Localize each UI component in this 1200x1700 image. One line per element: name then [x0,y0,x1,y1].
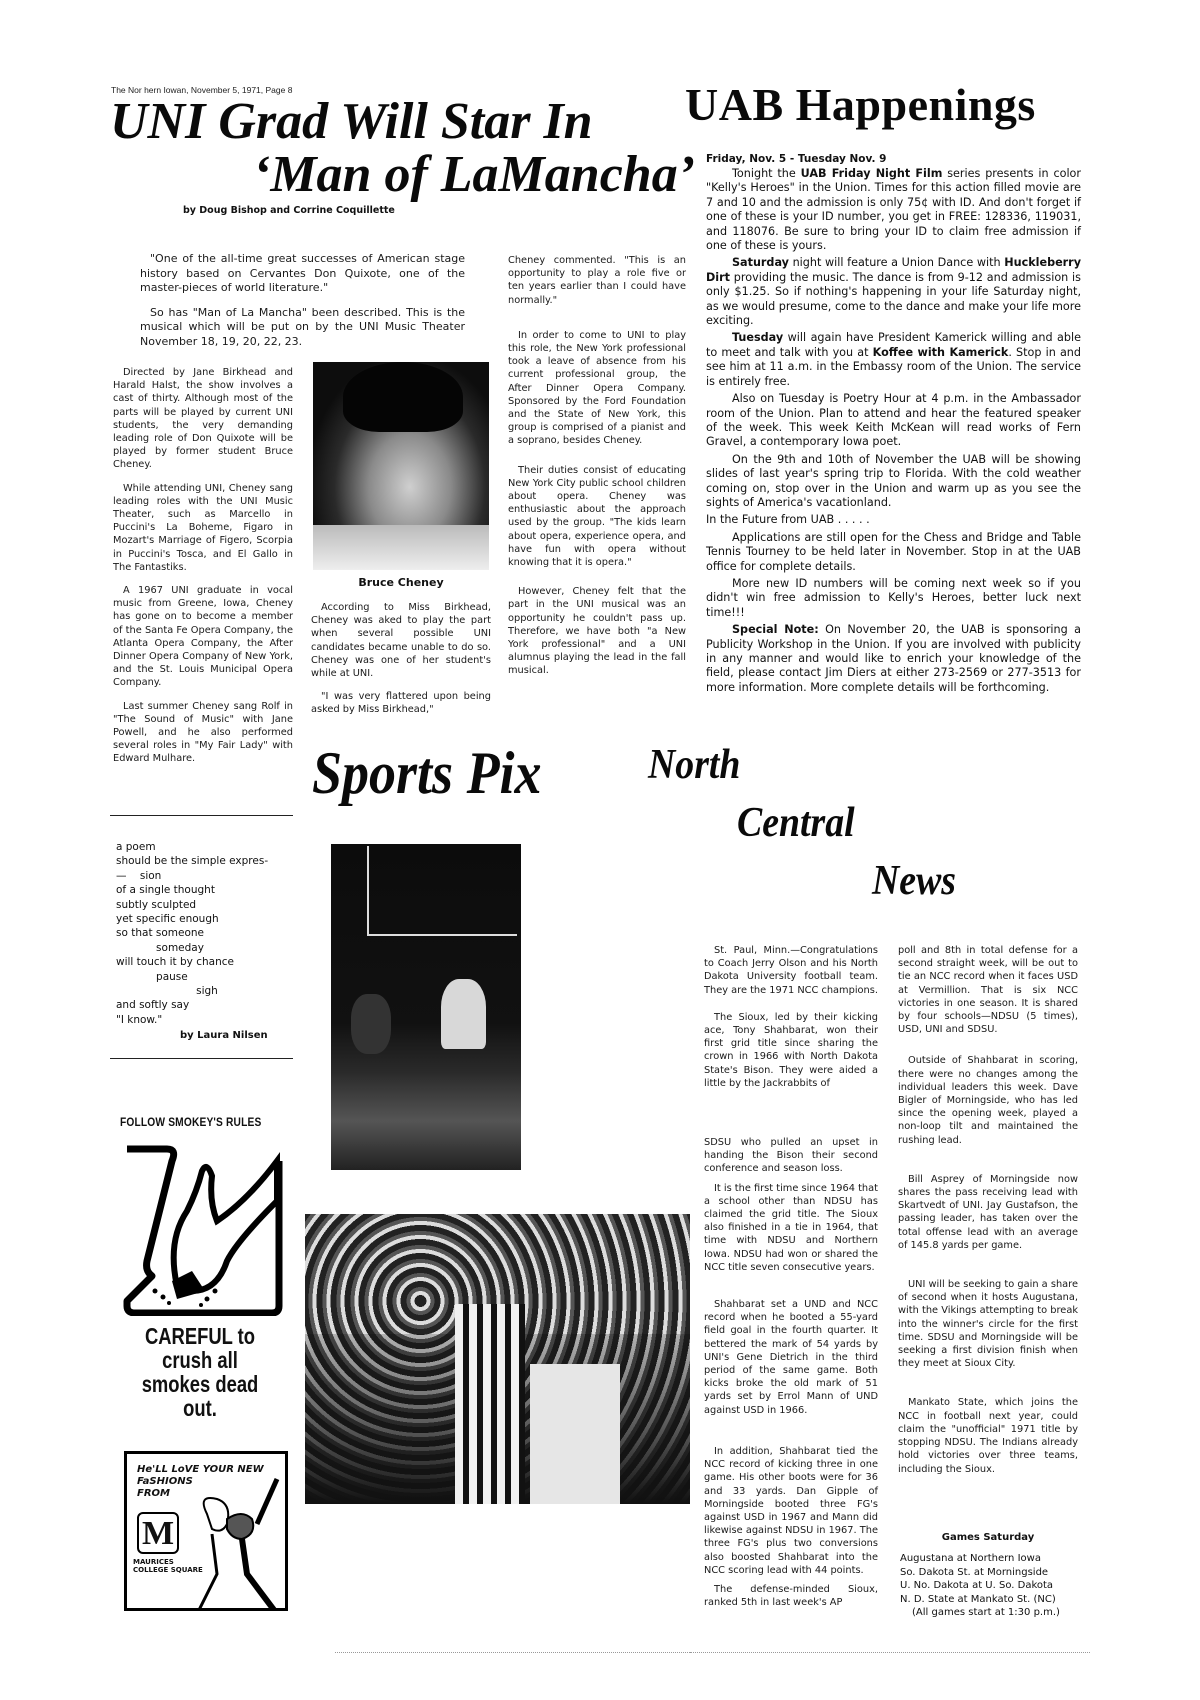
running-head: The Nor hern Iowan, November 5, 1971, Page 8 [111,85,293,95]
paragraph: A 1967 UNI graduate in vocal music from Greene, Iowa, Cheney has gone on to become a member of the Santa Fe Opera Company, the Atlanta Opera Company, the After Dinner Opera Company of New York, and the St. Louis Municipal Opera Company. [113,585,293,689]
article-column-3 [508,254,686,688]
sports-photo-2 [305,1214,690,1504]
game-note: (All games start at 1:30 p.m.) [912,1607,1060,1618]
paragraph: In order to come to UNI to play this role, the New York professional took a leave of absence from his current professional group, the After Dinner Opera Company. Sponsored by the Ford Foundation and the State of New York, this group is comprised of a pianist and a soprano, besides Cheney. [508,329,686,447]
divider [335,1652,690,1653]
headline-line2: ‘Man of LaMancha’ [253,146,696,203]
paragraph: According to Miss Birkhead, Cheney was aked to play the part when several possible UNI candidates became unable to do so. Cheney was one of her student's while at UNI. [311,602,491,680]
uab-paragraph: Saturday night will feature a Union Dance with Huckleberry Dirt providing the music. The dance is from 9-12 and admission is only $1.25. So if nothing's happening in your life Saturday night, as we would presume, come to the dance and make your life more exciting. [706,256,1081,328]
divider [690,1652,1090,1653]
ncc-headline-news: News [872,858,957,904]
smokey-ad-slogan: CAREFUL to crush all smokes dead out. [141,1323,259,1421]
poem-line: pause [116,970,188,983]
uab-paragraph: Tuesday will again have President Kamerick willing and able to meet and talk with you at Koffee with Kamerick. Stop in and see him at 11 a.m. in the Embassy room of the Union. The service is entirely free. [706,331,1081,388]
uab-dateline: Friday, Nov. 5 - Tuesday Nov. 9 [706,153,887,165]
poem-line: should be the simple expres- [116,855,269,868]
maurices-ad-text: He'LL LoVE YOUR NEW FaSHIONS FROM [137,1464,264,1499]
poem-author: by Laura Nilsen [180,1030,268,1041]
uab-headline: UAB Happenings [685,79,1036,130]
poem-line: — sion [116,869,162,882]
byline: by Doug Bishop and Corrine Coquillette [183,205,395,216]
poem-line: a poem [116,841,156,853]
game-item: So. Dakota St. at Morningside [900,1566,1049,1578]
paragraph: UNI will be seeking to gain a share of second when it hosts Augustana, with the Vikings attempting to break into the winner's circle for the first time. SDSU and Morningside will be seeking a first division finish when they meet at Sioux City. [898,1279,1078,1370]
games-list [900,1552,1060,1620]
sports-pix-headline: Sports Pix [312,740,542,806]
poem-line: and softly say [116,999,190,1012]
divider [110,1058,293,1059]
article-column-2 [311,601,491,727]
paragraph: Mankato State, which joins the NCC in football next year, could claim the "unofficial" 1971 title by stopping NDSU. The Indians already hold victories over three teams, including the Sioux. [898,1397,1078,1475]
paragraph: However, Cheney felt that the part in the UNI musical was an opportunity he couldn't pass up. Therefore, we have both "a New York professional" and a UNI alumnus playing the lead in the fall musical. [508,586,686,677]
headline-line1: UNI Grad Will Star In [110,93,593,150]
photo-caption: Bruce Cheney [358,576,444,589]
smokey-ad-title: FOLLOW SMOKEY'S RULES [120,1115,262,1129]
game-item: Augustana at Northern Iowa [900,1553,1041,1564]
dancing-couple-icon [187,1474,287,1611]
paragraph: poll and 8th in total defense for a second straight week, will be out to tie an NCC record when it faces USD at Vermillion. That is six NCC victories in one season. It is shared by four schools—NDSU (5 times), USD, UNI and SDSU. [898,945,1078,1036]
game-item: U. No. Dakota at U. So. Dakota [900,1580,1054,1591]
uab-paragraph: Special Note: On November 20, the UAB is sponsoring a Publicity Workshop in the Union. If you are involved with publicity in any manner and would like to enrich your knowledge of the field, please contact Jim Diers at either 273-2569 or 277-3513 for more information. More complete details will be forthcoming. [706,623,1081,694]
paragraph: Their duties consist of educating New York City public school children about opera. Cheney was enthusiastic about the approach used by the group. "The kids learn about opera, experience opera, and have fun with opera without knowing that it is opera." [508,464,686,569]
game-item: N. D. State at Mankato St. (NC) [900,1593,1056,1605]
paragraph: "I was very flattered upon being asked by Miss Birkhead," [311,691,491,716]
poem-line: of a single thought [116,884,215,897]
paragraph: In addition, Shahbarat tied the NCC record of kicking three in one game. His other boots were for 36 and 33 yards. Dan Gipple of Morningside booted three FG's against USD in 1967 and Mann did likewise against NDSU in 1967. The three FG's plus two conversions also boosted Shahbarat into the NCC scoring lead with 44 points. [704,1445,878,1576]
paragraph: SDSU who pulled an upset in handing the Bison their second conference and season loss. [704,1137,878,1175]
sports-photo-1 [331,844,521,1170]
article-column-1 [113,366,293,776]
ncc-headline-central: Central [737,800,855,846]
lede-paragraph: So has "Man of La Mancha" been described. This is the musical which will be put on by the UNI Music Theater November 18, 19, 20, 22, 23. [140,305,465,348]
uab-future-heading: In the Future from UAB . . . . . [706,513,870,527]
poem [116,840,268,1027]
paragraph: Cheney commented. "This is an opportunity to play a role five or ten years earlier than I could have normally." [508,255,686,306]
smokey-ad-illustration [117,1141,287,1316]
paragraph: The Sioux, led by their kicking ace, Tony Shahbarat, won their first grid title since sharing the crown in 1966 with North Dakota State's Bison. They were aided a little by the Jackrabbits of [704,1011,878,1089]
poem-line: will touch it by chance [116,956,234,969]
uab-paragraph: Also on Tuesday is Poetry Hour at 4 p.m. in the Ambassador room of the Union. Plan to attend and hear the featured speaker of the week. This week Keith McKean will read works of Fern Gravel, a contemporary Iowa poet. [706,392,1081,449]
photo-bruce-cheney [313,362,489,570]
ncc-headline-north: North [648,742,741,788]
uab-body [706,167,1081,698]
paragraph: It is the first time since 1964 that a school other than NDSU has claimed the grid title. The Sioux also finished in a tie in 1964, that time with NDSU and Northern Iowa. NDSU had won or shared the NCC title seven consecutive years. [704,1182,878,1273]
poem-line: subtly sculpted [116,898,197,911]
crush-cigarette-icon [117,1141,287,1316]
poem-line: sigh [116,985,218,998]
poem-line: someday [116,941,204,954]
paragraph: Last summer Cheney sang Rolf in "The Sound of Music" with Jane Powell, and he also performed several roles in "My Fair Lady" with Edward Mulhare. [113,700,293,765]
games-heading: Games Saturday [941,1532,1035,1543]
paragraph: The defense-minded Sioux, ranked 5th in last week's AP [704,1583,878,1609]
maurices-ad [124,1451,288,1611]
paragraph: Outside of Shahbarat in scoring, there were no changes among the individual leaders this week. Dave Bigler of Morningside, who has led since the opening week, played a non-loop tilt and maintained the rushing lead. [898,1055,1078,1146]
uab-paragraph: Tonight the UAB Friday Night Film series presents in color "Kelly's Heroes" in the Union. Times for this action filled movie are 7 and 10 and the admission is only 75¢ with ID. And don't forget if one of these is your ID number, you get in FREE: 128336, 119031, and 118076. Be sure to bring your ID to claim free admission if one of these is yours. [706,167,1081,253]
ncc-column-1 [704,944,878,1619]
ncc-column-2 [898,944,1078,1486]
paragraph: Directed by Jane Birkhead and Harald Halst, the show involves a cast of thirty. Although most of the parts will be played by current UNI students, the very demanding leading role of Don Quixote will be played by former student Bruce Cheney. [113,367,293,471]
paragraph: Shahbarat set a UND and NCC record when he booted a 55-yard field goal in the fourth quarter. It bettered the mark of 54 yards by UNI's Gene Dietrich in the third period of the same game. Both kicks broke the old mark of 51 yards set by Errol Mann of UND against USD in 1966. [704,1299,878,1416]
divider [110,815,293,816]
uab-paragraph: On the 9th and 10th of November the UAB will be showing slides of last year's spring trip to Florida. With the cold weather coming on, stop over in the Union and warm up as you see the sights of America's vacationland. [706,452,1081,509]
article-lede [140,252,465,359]
poem-line: yet specific enough [116,913,219,926]
paragraph: Bill Asprey of Morningside now shares the pass receiving lead with Skartvedt of UNI. Jay Gustafson, the passing leader, has taken over the total offense lead with an average of 145.8 yards per game. [898,1173,1078,1251]
paragraph: St. Paul, Minn.—Congratulations to Coach Jerry Olson and his North Dakota University football team. They are the 1971 NCC champions. [704,945,878,996]
poem-line: "I know." [116,1013,163,1026]
lede-paragraph: "One of the all-time great successes of American stage history based on Cervantes Don Quixote, one of the master-pieces of world literature." [140,252,465,294]
maurices-logo-caption: MAURICES COLLEGE SQUARE [133,1558,203,1574]
uab-paragraph: More new ID numbers will be coming next week so if you didn't win free admission to Kelly's Heroes, better luck next time!!! [706,576,1081,619]
poem-line: so that someone [116,927,205,940]
maurices-logo: M [137,1512,179,1554]
uab-paragraph: Applications are still open for the Chess and Bridge and Table Tennis Tourney to be held later in November. Stop in at the UAB office for complete details. [706,530,1081,573]
paragraph: While attending UNI, Cheney sang leading roles with the UNI Music Theater, such as Marcello in Puccini's La Boheme, Figaro in Mozart's Marriage of Figero, Scorpia in Puccini's Tosca, and El Gallo in The Fantastiks. [113,482,293,573]
